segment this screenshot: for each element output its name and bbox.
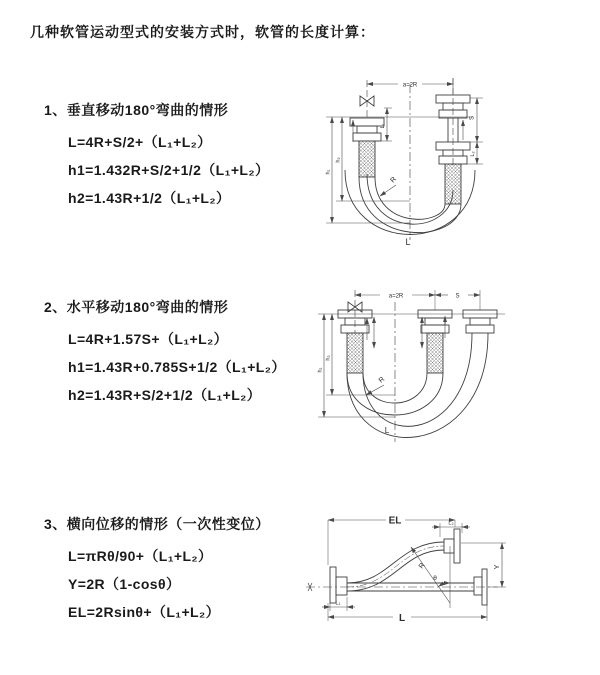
dim-label-l2: L₂ [470, 151, 476, 157]
section3-heading: 3、横向位移的情形（一次性变位） [44, 516, 270, 532]
section2-formula-h1: h1=1.43R+0.785S+1/2（L₁+L₂） [68, 359, 286, 375]
dim-label-r: R [377, 375, 387, 385]
dim-label-h1: h₁ [325, 169, 332, 175]
radius-leader [411, 547, 450, 603]
braided-hose-left [359, 141, 375, 177]
dim-label-h2: h₂ [325, 355, 332, 361]
dim-label-s: S [469, 115, 476, 121]
hose-assembly [306, 529, 498, 608]
section1-formula-l: L=4R+S/2+（L₁+L₂） [68, 134, 212, 150]
dim-label-l: L [398, 613, 406, 624]
dim-label-y: Y [492, 564, 501, 570]
dim-label-a2r: a=2R [402, 82, 418, 89]
section-vertical-movement [30, 100, 269, 218]
dim-label-h2: h₂ [335, 157, 342, 163]
section2-heading: 2、水平移动180°弯曲的情形 [44, 299, 229, 315]
section1-formula-h2: h2=1.43R+1/2（L₁+L₂） [68, 190, 231, 206]
section3-formula-l: L=πRθ/90+（L₁+L₂） [68, 548, 213, 564]
dim-label-l1: L₁ [335, 600, 341, 607]
hose-u-moved [347, 333, 488, 437]
page-title: 几种软管运动型式的安装方式时，软管的长度计算： [30, 24, 375, 40]
section3-formula-el: EL=2Rsinθ+（L₁+L₂） [68, 604, 221, 620]
section-lateral-displacement [30, 514, 270, 632]
dim-label-theta: θ [433, 575, 437, 582]
diagram-lateral-displacement [298, 503, 600, 658]
section2-formula-h2: h2=1.43R+S/2+1/2（L₁+L₂） [68, 387, 262, 403]
hose-assembly [345, 78, 475, 240]
dim-label-h1: h₁ [317, 367, 324, 373]
dimension-lines [322, 520, 506, 621]
dim-label-r: R [417, 561, 427, 571]
dim-label-l: L [405, 237, 411, 247]
braided-hose-right [445, 164, 461, 204]
angle-arc [439, 583, 451, 587]
section2-formula-l: L=4R+1.57S+（L₁+L₂） [68, 331, 229, 347]
radius-leader [380, 185, 396, 196]
dim-label-r: R [389, 175, 398, 185]
braided-hose-middle [427, 333, 443, 373]
diagram-horizontal-180-bend [310, 282, 600, 450]
dim-label-l: L [384, 426, 390, 435]
braided-hose-left [347, 333, 363, 373]
dimension-lines [318, 290, 505, 417]
section-horizontal-movement [30, 297, 286, 415]
diagram-vertical-180-bend [312, 70, 598, 252]
dim-label-a2r: a=2R [388, 293, 404, 300]
hose-s-curve [347, 542, 444, 583]
dim-label-l1: L₁ [380, 123, 386, 129]
hose-assembly [338, 290, 497, 442]
radius-leader [366, 385, 384, 395]
section1-heading: 1、垂直移动180°弯曲的情形 [44, 102, 229, 118]
dim-label-l2: L₂ [448, 520, 454, 527]
dim-label-s: S [455, 293, 460, 300]
section3-formula-y: Y=2R（1-cosθ） [68, 576, 181, 592]
section1-formula-h1: h1=1.432R+S/2+1/2（L₁+L₂） [68, 162, 270, 178]
dim-label-el: EL [388, 515, 402, 527]
